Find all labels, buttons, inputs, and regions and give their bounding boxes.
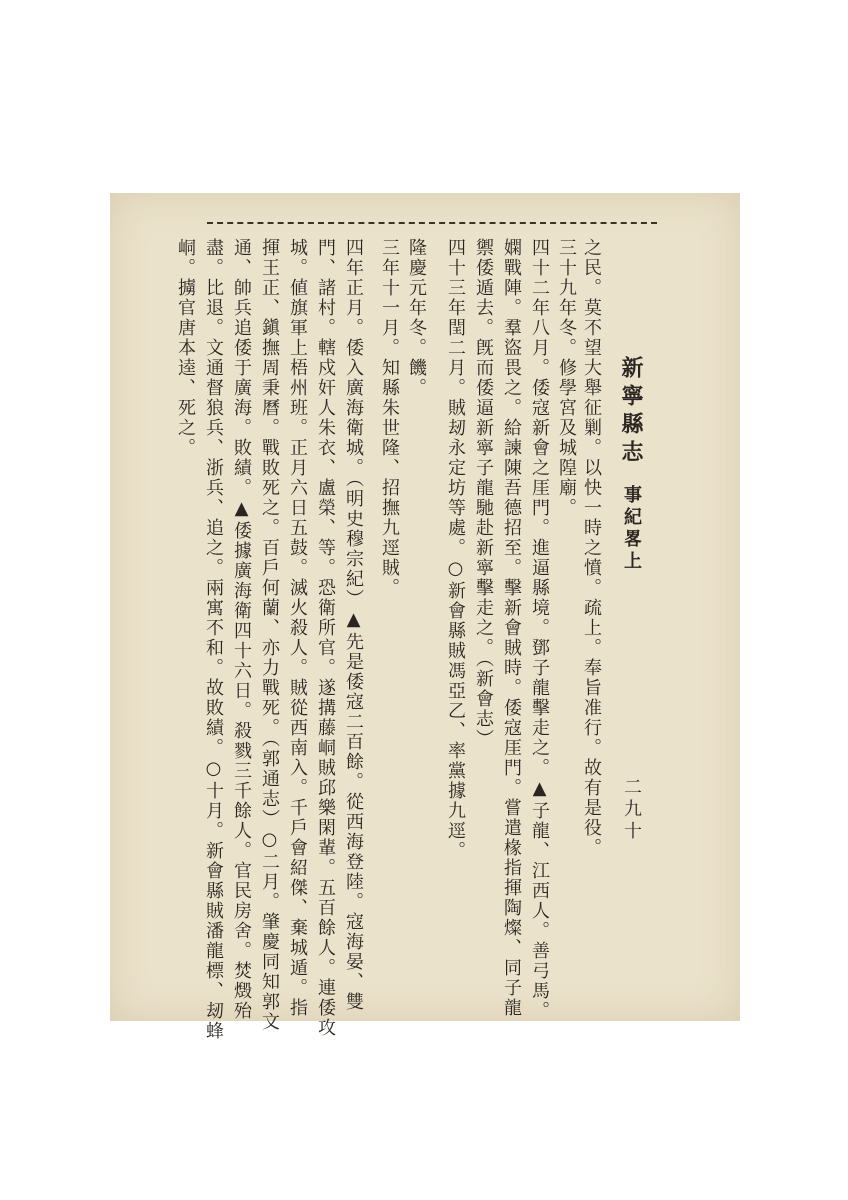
text-column: 四十三年閏二月。賊刼永定坊等處。○新會縣賊馮亞乙、率黨據九逕。 [445, 238, 466, 861]
text-column: 之民。莫不望大舉征剿。以快一時之憤。疏上。奉旨准行。故有是役。 [581, 238, 602, 858]
header-rule [207, 222, 657, 224]
text-column: 門、諸村。轄戍奸人朱衣、盧榮、等。恐衛所官。遂搆藤峒賊邱樂閑輩。五百餘人。連倭攻 [315, 238, 336, 1038]
text-column: 通、帥兵追倭于廣海。敗績。▲倭據廣海衛四十六日。殺戮三千餘人。官民房舍。焚燬殆 [231, 238, 252, 1021]
text-column: 三十九年冬。修學宮及城隍廟。 [556, 238, 577, 518]
text-column: 盡。比退。文通督狼兵、浙兵、追之。兩寓不和。故敗績。○十月。新會縣賊潘龍標、刼蜂 [203, 238, 224, 1041]
book-title: 新寧縣志 [618, 356, 644, 468]
text-column: 四十二年八月。倭寇新會之厓門。進逼縣境。鄧子龍擊走之。▲子龍、江西人。善弓馬。 [529, 238, 550, 1021]
text-column: 隆慶元年冬。饑。 [406, 238, 427, 398]
text-column: 城。値旗軍上梧州班。正月六日五鼓。滅火殺人。賊從西南入。千戶會紹傑、棄城遁。指 [287, 238, 308, 1018]
page-number: 二九十 [621, 777, 642, 843]
text-column: 揮王正、鎭撫周秉曆。戰敗死之。百戶何蘭、亦力戰死。（郭通志）○二月。肇慶同知郭文 [259, 238, 280, 1032]
text-column: 禦倭遁去。旣而倭逼新寧子龍馳赴新寧擊走之。（新會志） [473, 238, 494, 749]
text-column: 四年正月。倭入廣海衛城。（明史穆宗紀）▲先是倭寇二百餘。從西海登陸。寇海晏、雙 [343, 238, 364, 1012]
text-column: 嫻戰陣。羣盜畏之。給諫陳吾德招至。擊新會賊時。倭寇厓門。嘗遣椽指揮陶燦、同子龍 [501, 238, 522, 1018]
text-column: 三年十一月。知縣朱世隆、招撫九逕賊。 [379, 238, 400, 598]
section-title: 事紀畧上 [621, 485, 642, 573]
text-column: 峒。擄官唐本逵、死之。 [175, 238, 196, 458]
